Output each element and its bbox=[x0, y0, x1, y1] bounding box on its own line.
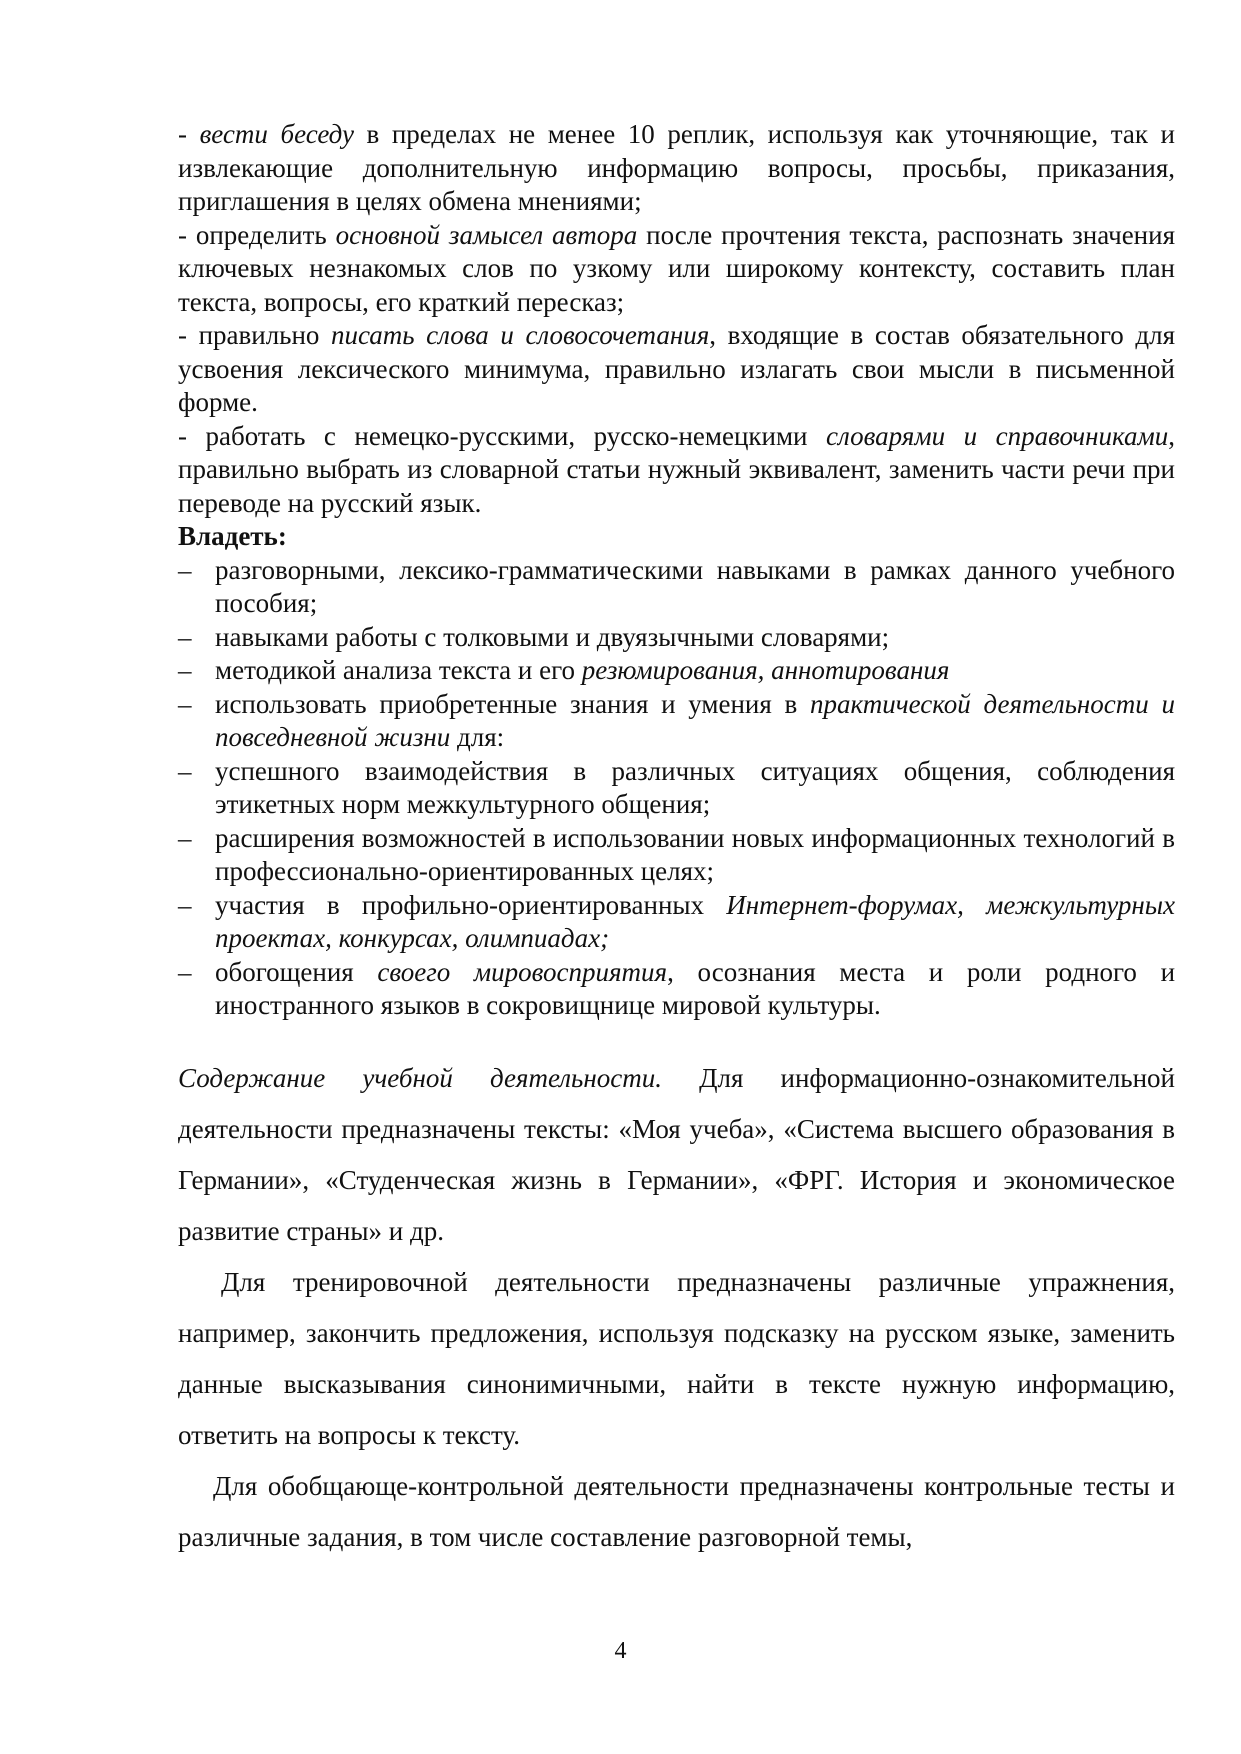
list-item: – навыками работы с толковыми и двуязычными словарями; bbox=[178, 621, 1175, 655]
list-item: – использовать приобретенные знания и умения в практической деятельности и повседневной жизни для: bbox=[178, 688, 1175, 752]
master-heading: Владеть: bbox=[178, 521, 287, 551]
list-item: – разговорными, лексико-грамматическими навыками в рамках данного учебного пособия; bbox=[178, 554, 1175, 618]
skills-intro bbox=[178, 118, 1175, 520]
list-item: – успешного взаимодействия в различных ситуациях общения, соблюдения этикетных норм межкультурного общения; bbox=[178, 755, 1175, 819]
dash-marker: – bbox=[178, 755, 192, 786]
content-paragraph-3: Для обобщающе-контрольной деятельности предназначены контрольные тесты и различные задания, в том числе составление разговорной темы, bbox=[178, 1470, 1175, 1552]
master-list bbox=[178, 554, 1175, 1023]
dash-marker: – bbox=[178, 688, 192, 719]
skill-item-author-idea: - определить основной замысел автора после прочтения текста, распознать значения ключевых незнакомых слов по узкому или широкому контексту, составить план текста, вопросы, его краткий пересказ; bbox=[178, 219, 1176, 317]
dash-marker: – bbox=[178, 956, 192, 987]
section-gap bbox=[178, 1023, 1175, 1053]
skill-item-dictionaries: - работать с немецко-русскими, русско-немецкими словарями и справочниками, правильно выбрать из словарной статьи нужный эквивалент, заменить части речи при переводе на русский язык. bbox=[178, 420, 1175, 518]
list-item: – расширения возможностей в использовании новых информационных технологий в профессионально-ориентированных целях; bbox=[178, 822, 1175, 886]
page-number: 4 bbox=[614, 1638, 627, 1664]
dash-marker: – bbox=[178, 554, 192, 585]
content-section bbox=[178, 1053, 1175, 1563]
dash-marker: – bbox=[178, 822, 192, 853]
content-paragraph-1: Содержание учебной деятельности. Для информационно-ознакомительной деятельности предназначены тексты: «Моя учеба», «Система высшего образования в Германии», «Студенческая жизнь в Германии», «ФРГ. История и экономическое развитие страны» и др. bbox=[178, 1062, 1175, 1246]
dash-marker: – bbox=[178, 655, 192, 685]
list-item: – обогощения своего мировосприятия, осознания места и роли родного и иностранного языков в сокровищнице мировой культуры. bbox=[178, 956, 1176, 1020]
dash-marker: – bbox=[178, 621, 192, 652]
list-item: – участия в профильно-ориентированных Интернет-форумах, межкультурных проектах, конкурсах, олимпиадах; bbox=[178, 889, 1175, 953]
content-paragraph-2: Для тренировочной деятельности предназначены различные упражнения, например, закончить предложения, используя подсказку на русском языке, заменить данные высказывания синонимичными, найти в тексте нужную информацию, ответить на вопросы к тексту. bbox=[178, 1266, 1175, 1450]
skill-item-writing: - правильно писать слова и словосочетания, входящие в состав обязательного для усвоения лексического минимума, правильно излагать свои мысли в письменной форме. bbox=[178, 320, 1175, 417]
master-section bbox=[178, 520, 1175, 1023]
dash-marker: – bbox=[178, 889, 192, 920]
skill-item-conversation: - вести беседу в пределах не менее 10 реплик, используя как уточняющие, так и извлекающие дополнительную информацию вопросы, просьбы, приказания, приглашения в целях обмена мнениями; bbox=[178, 119, 1175, 216]
list-item: – методикой анализа текста и его резюмирования, аннотирования bbox=[178, 654, 1175, 688]
document-page bbox=[178, 118, 1175, 1563]
